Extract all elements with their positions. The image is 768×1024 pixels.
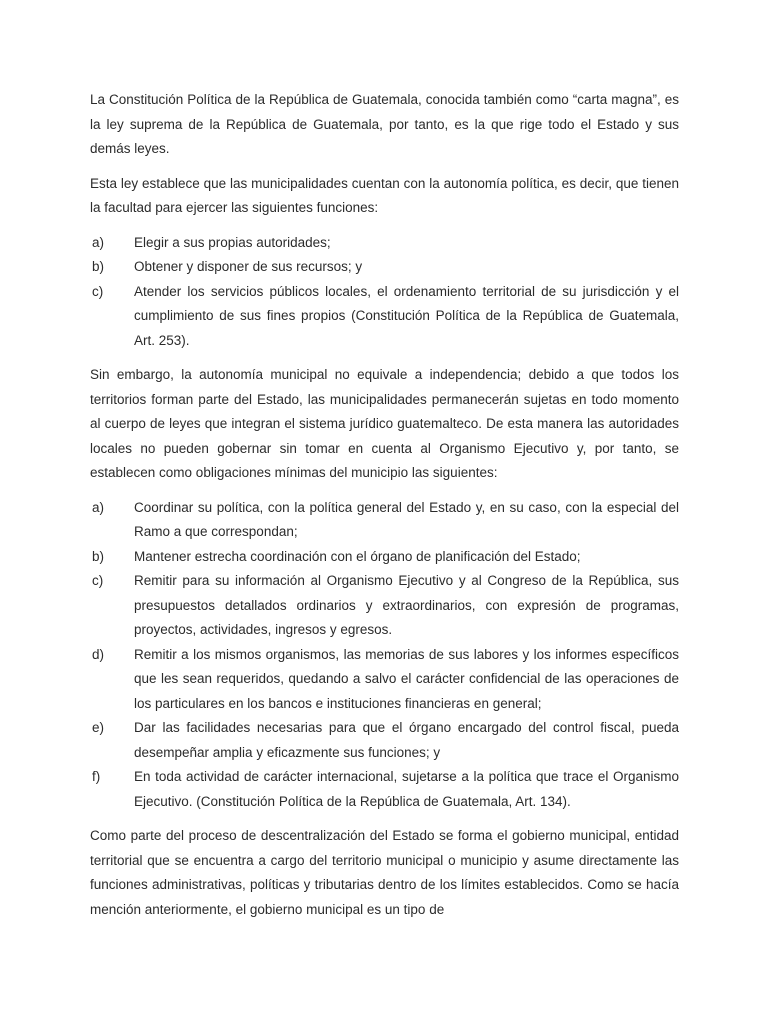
list-item-text: Atender los servicios públicos locales, el ordenamiento territorial de su jurisdicción y el cumplimiento de sus fines propios (Constitución Política de la República de Guatemala, Art. 253).	[134, 283, 679, 348]
list-marker: c)	[92, 283, 104, 299]
list-item	[90, 716, 679, 765]
paragraph-intro: La Constitución Política de la República de Guatemala, conocida también como “carta magna”, es la ley suprema de la República de Guatemala, por tanto, es la que rige todo el Estado y sus demás leyes.	[90, 92, 679, 156]
list-item	[90, 255, 679, 280]
list-item-text: En toda actividad de carácter internacional, sujetarse a la política que trace el Organismo Ejecutivo. (Constitución Política de la República de Guatemala, Art. 134).	[134, 769, 679, 809]
list-item-text: Remitir a los mismos organismos, las memorias de sus labores y los informes específicos que les sean requeridos, quedando a salvo el carácter confidencial de las operaciones de los particulares en los bancos e instituciones financieras en general;	[134, 646, 679, 711]
obligations-list	[90, 496, 679, 815]
list-marker: a)	[92, 499, 105, 515]
list-item	[90, 643, 679, 717]
paragraph-obligations: Sin embargo, la autonomía municipal no equivale a independencia; debido a que todos los territorios forman parte del Estado, las municipalidades permanecerán sujetas en todo momento al cuerpo de leyes que integran el sistema jurídico guatemalteco. De esta manera las autoridades locales no pueden gobernar sin tomar en cuenta al Organismo Ejecutivo y, por tanto, se establecen como obligaciones mínimas del municipio las siguientes:	[90, 367, 679, 480]
paragraph-autonomy: Esta ley establece que las municipalidades cuentan con la autonomía política, es decir, que tienen la facultad para ejercer las siguientes funciones:	[90, 175, 679, 215]
list-item-text: Coordinar su política, con la política general del Estado y, en su caso, con la especial del Ramo a que correspondan;	[134, 499, 679, 539]
list-item-text: Obtener y disponer de sus recursos; y	[134, 259, 363, 274]
list-item-text: Dar las facilidades necesarias para que el órgano encargado del control fiscal, pueda desempeñar amplia y eficazmente sus funciones; y	[134, 720, 679, 760]
list-marker: b)	[92, 259, 105, 274]
list-marker: a)	[92, 234, 105, 250]
list-marker: b)	[92, 548, 105, 564]
list-item	[90, 280, 679, 354]
list-marker: f)	[92, 769, 101, 784]
list-item-text: Remitir para su información al Organismo Ejecutivo y al Congreso de la República, sus presupuestos detallados ordinarios y extraordinarios, con expresión de programas, proyectos, actividades, ingresos y egresos.	[134, 573, 679, 637]
functions-list	[90, 231, 679, 354]
list-item	[90, 569, 679, 643]
list-marker: c)	[92, 573, 104, 588]
list-item-text: Elegir a sus propias autoridades;	[134, 234, 331, 250]
list-item-text: Mantener estrecha coordinación con el órgano de planificación del Estado;	[134, 548, 581, 564]
list-marker: e)	[92, 720, 105, 735]
list-item	[90, 496, 679, 545]
list-item	[90, 231, 679, 256]
list-marker: d)	[92, 646, 105, 662]
document-page	[90, 88, 679, 922]
paragraph-decentralization: Como parte del proceso de descentralización del Estado se forma el gobierno municipal, entidad territorial que se encuentra a cargo del territorio municipal o municipio y asume directamente las funciones administrativas, políticas y tributarias dentro de los límites establecidos. Como se hacía mención anteriormente, el gobierno municipal es un tipo de	[90, 828, 679, 917]
list-item	[90, 545, 679, 570]
list-item	[90, 765, 679, 814]
